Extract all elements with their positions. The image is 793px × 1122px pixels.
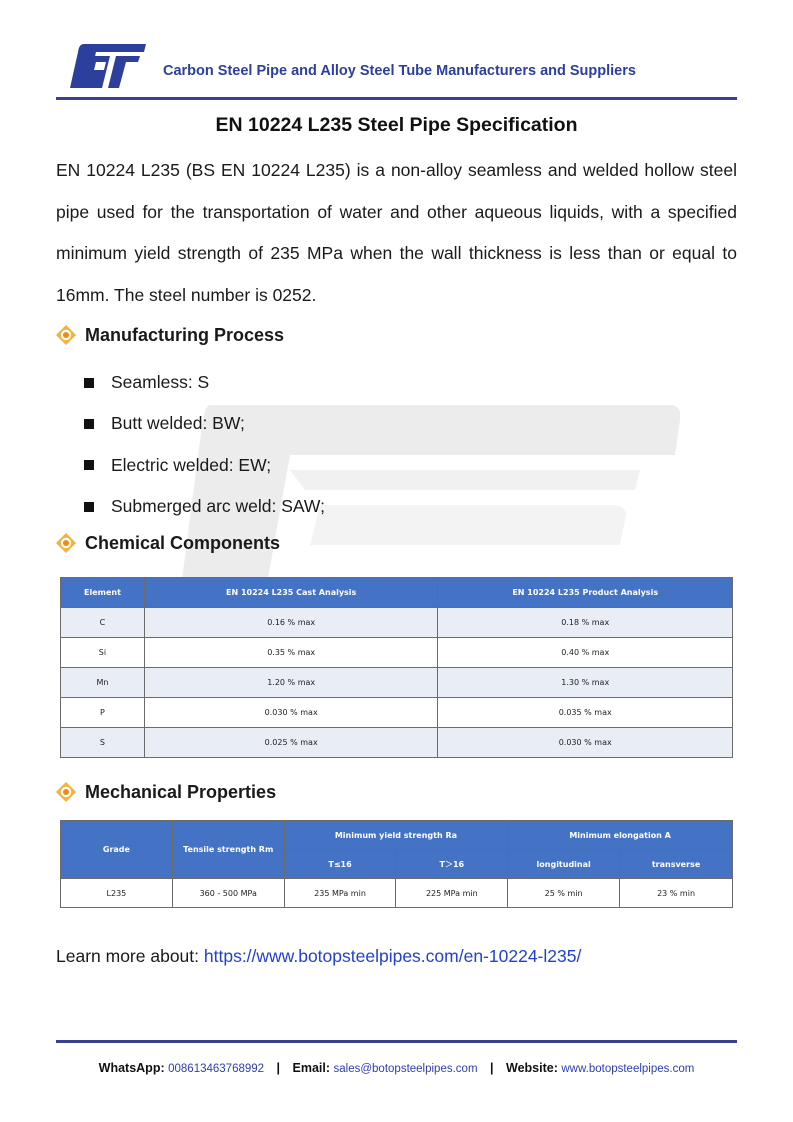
column-header: T＞16 [396, 850, 508, 879]
section-title: Chemical Components [85, 532, 281, 553]
header-divider [56, 97, 737, 100]
list-item [84, 445, 325, 486]
table-header-row [61, 821, 733, 850]
table-row [61, 638, 733, 668]
header-title: Carbon Steel Pipe and Alloy Steel Tube Manufacturers and Suppliers [163, 63, 636, 79]
footer-separator: | [276, 1061, 281, 1075]
page-footer [0, 1061, 793, 1075]
learn-more [56, 946, 581, 967]
section-manufacturing [56, 323, 284, 347]
table-row [61, 728, 733, 758]
intro-paragraph: EN 10224 L235 (BS EN 10224 L235) is a non-alloy seamless and welded hollow steel pipe used for the transportation of water and other aqueous liquids, with a specified minimum yield strength of 235 MPa when the wall thickness is less than or equal to 16mm. The steel number is 0252. [56, 160, 737, 305]
table-cell: 0.035 % max [438, 698, 733, 728]
table-cell: 0.030 % max [144, 698, 438, 728]
whatsapp-number[interactable]: 008613463768992 [168, 1063, 265, 1075]
manufacturing-list [84, 362, 325, 527]
list-item-text: Electric welded: EW; [111, 454, 272, 475]
table-cell: S [61, 728, 145, 758]
table-cell: C [61, 608, 145, 638]
page-header [56, 38, 737, 100]
website-link[interactable]: www.botopsteelpipes.com [561, 1063, 695, 1075]
learn-more-link[interactable]: https://www.botopsteelpipes.com/en-10224-l235/ [203, 946, 582, 966]
column-header: longitudinal [508, 850, 620, 879]
list-item-text: Seamless: S [111, 372, 210, 393]
mechanical-table [60, 820, 733, 908]
column-header: EN 10224 L235 Cast Analysis [144, 578, 438, 608]
website-label: Website: [506, 1061, 558, 1075]
table-cell: 235 MPa min [284, 879, 396, 908]
table-cell: 25 % min [508, 879, 620, 908]
list-item [84, 403, 325, 444]
table-cell: 0.35 % max [144, 638, 438, 668]
email-link[interactable]: sales@botopsteelpipes.com [333, 1063, 478, 1075]
table-cell: 1.20 % max [144, 668, 438, 698]
footer-divider [56, 1040, 737, 1043]
column-header: Minimum yield strength Ra [284, 821, 508, 850]
list-item [84, 486, 325, 527]
table-row [61, 879, 733, 908]
list-item-text: Butt welded: BW; [111, 413, 245, 434]
table-row [61, 608, 733, 638]
list-item-text: Submerged arc weld: SAW; [111, 496, 325, 517]
table-cell: Si [61, 638, 145, 668]
table-cell: 0.025 % max [144, 728, 438, 758]
table-cell: 0.18 % max [438, 608, 733, 638]
target-bullet-icon [56, 325, 76, 345]
column-header: Element [61, 578, 145, 608]
table-row [61, 668, 733, 698]
page-title: EN 10224 L235 Steel Pipe Specification [215, 114, 578, 136]
chemical-table [60, 577, 733, 758]
table-cell: 0.40 % max [438, 638, 733, 668]
learn-more-label: Learn more about: [56, 946, 204, 966]
column-header: EN 10224 L235 Product Analysis [438, 578, 733, 608]
square-bullet-icon [84, 502, 94, 512]
section-title: Mechanical Properties [85, 781, 277, 802]
table-cell: P [61, 698, 145, 728]
section-chemical [56, 531, 280, 555]
square-bullet-icon [84, 460, 94, 470]
column-header: transverse [620, 850, 733, 879]
column-header: Grade [61, 821, 173, 879]
column-header: Minimum elongation A [508, 821, 733, 850]
column-header: T≤16 [284, 850, 396, 879]
footer-separator: | [490, 1061, 494, 1075]
column-header: Tensile strength Rm [172, 821, 284, 879]
table-cell: 225 MPa min [396, 879, 508, 908]
target-bullet-icon [56, 533, 76, 553]
square-bullet-icon [84, 419, 94, 429]
table-row [61, 698, 733, 728]
table-cell: 1.30 % max [438, 668, 733, 698]
section-mechanical [56, 780, 276, 804]
table-cell: 0.030 % max [438, 728, 733, 758]
table-cell: 23 % min [620, 879, 733, 908]
table-cell: L235 [61, 879, 173, 908]
table-header-row [61, 578, 733, 608]
whatsapp-label: WhatsApp: [98, 1061, 165, 1075]
table-cell: 360 - 500 MPa [172, 879, 284, 908]
section-title: Manufacturing Process [85, 324, 285, 345]
table-cell: Mn [61, 668, 145, 698]
table-cell: 0.16 % max [144, 608, 438, 638]
company-logo-icon [66, 40, 146, 90]
list-item [84, 362, 325, 403]
target-bullet-icon [56, 782, 76, 802]
square-bullet-icon [84, 378, 94, 388]
email-label: Email: [292, 1061, 331, 1075]
